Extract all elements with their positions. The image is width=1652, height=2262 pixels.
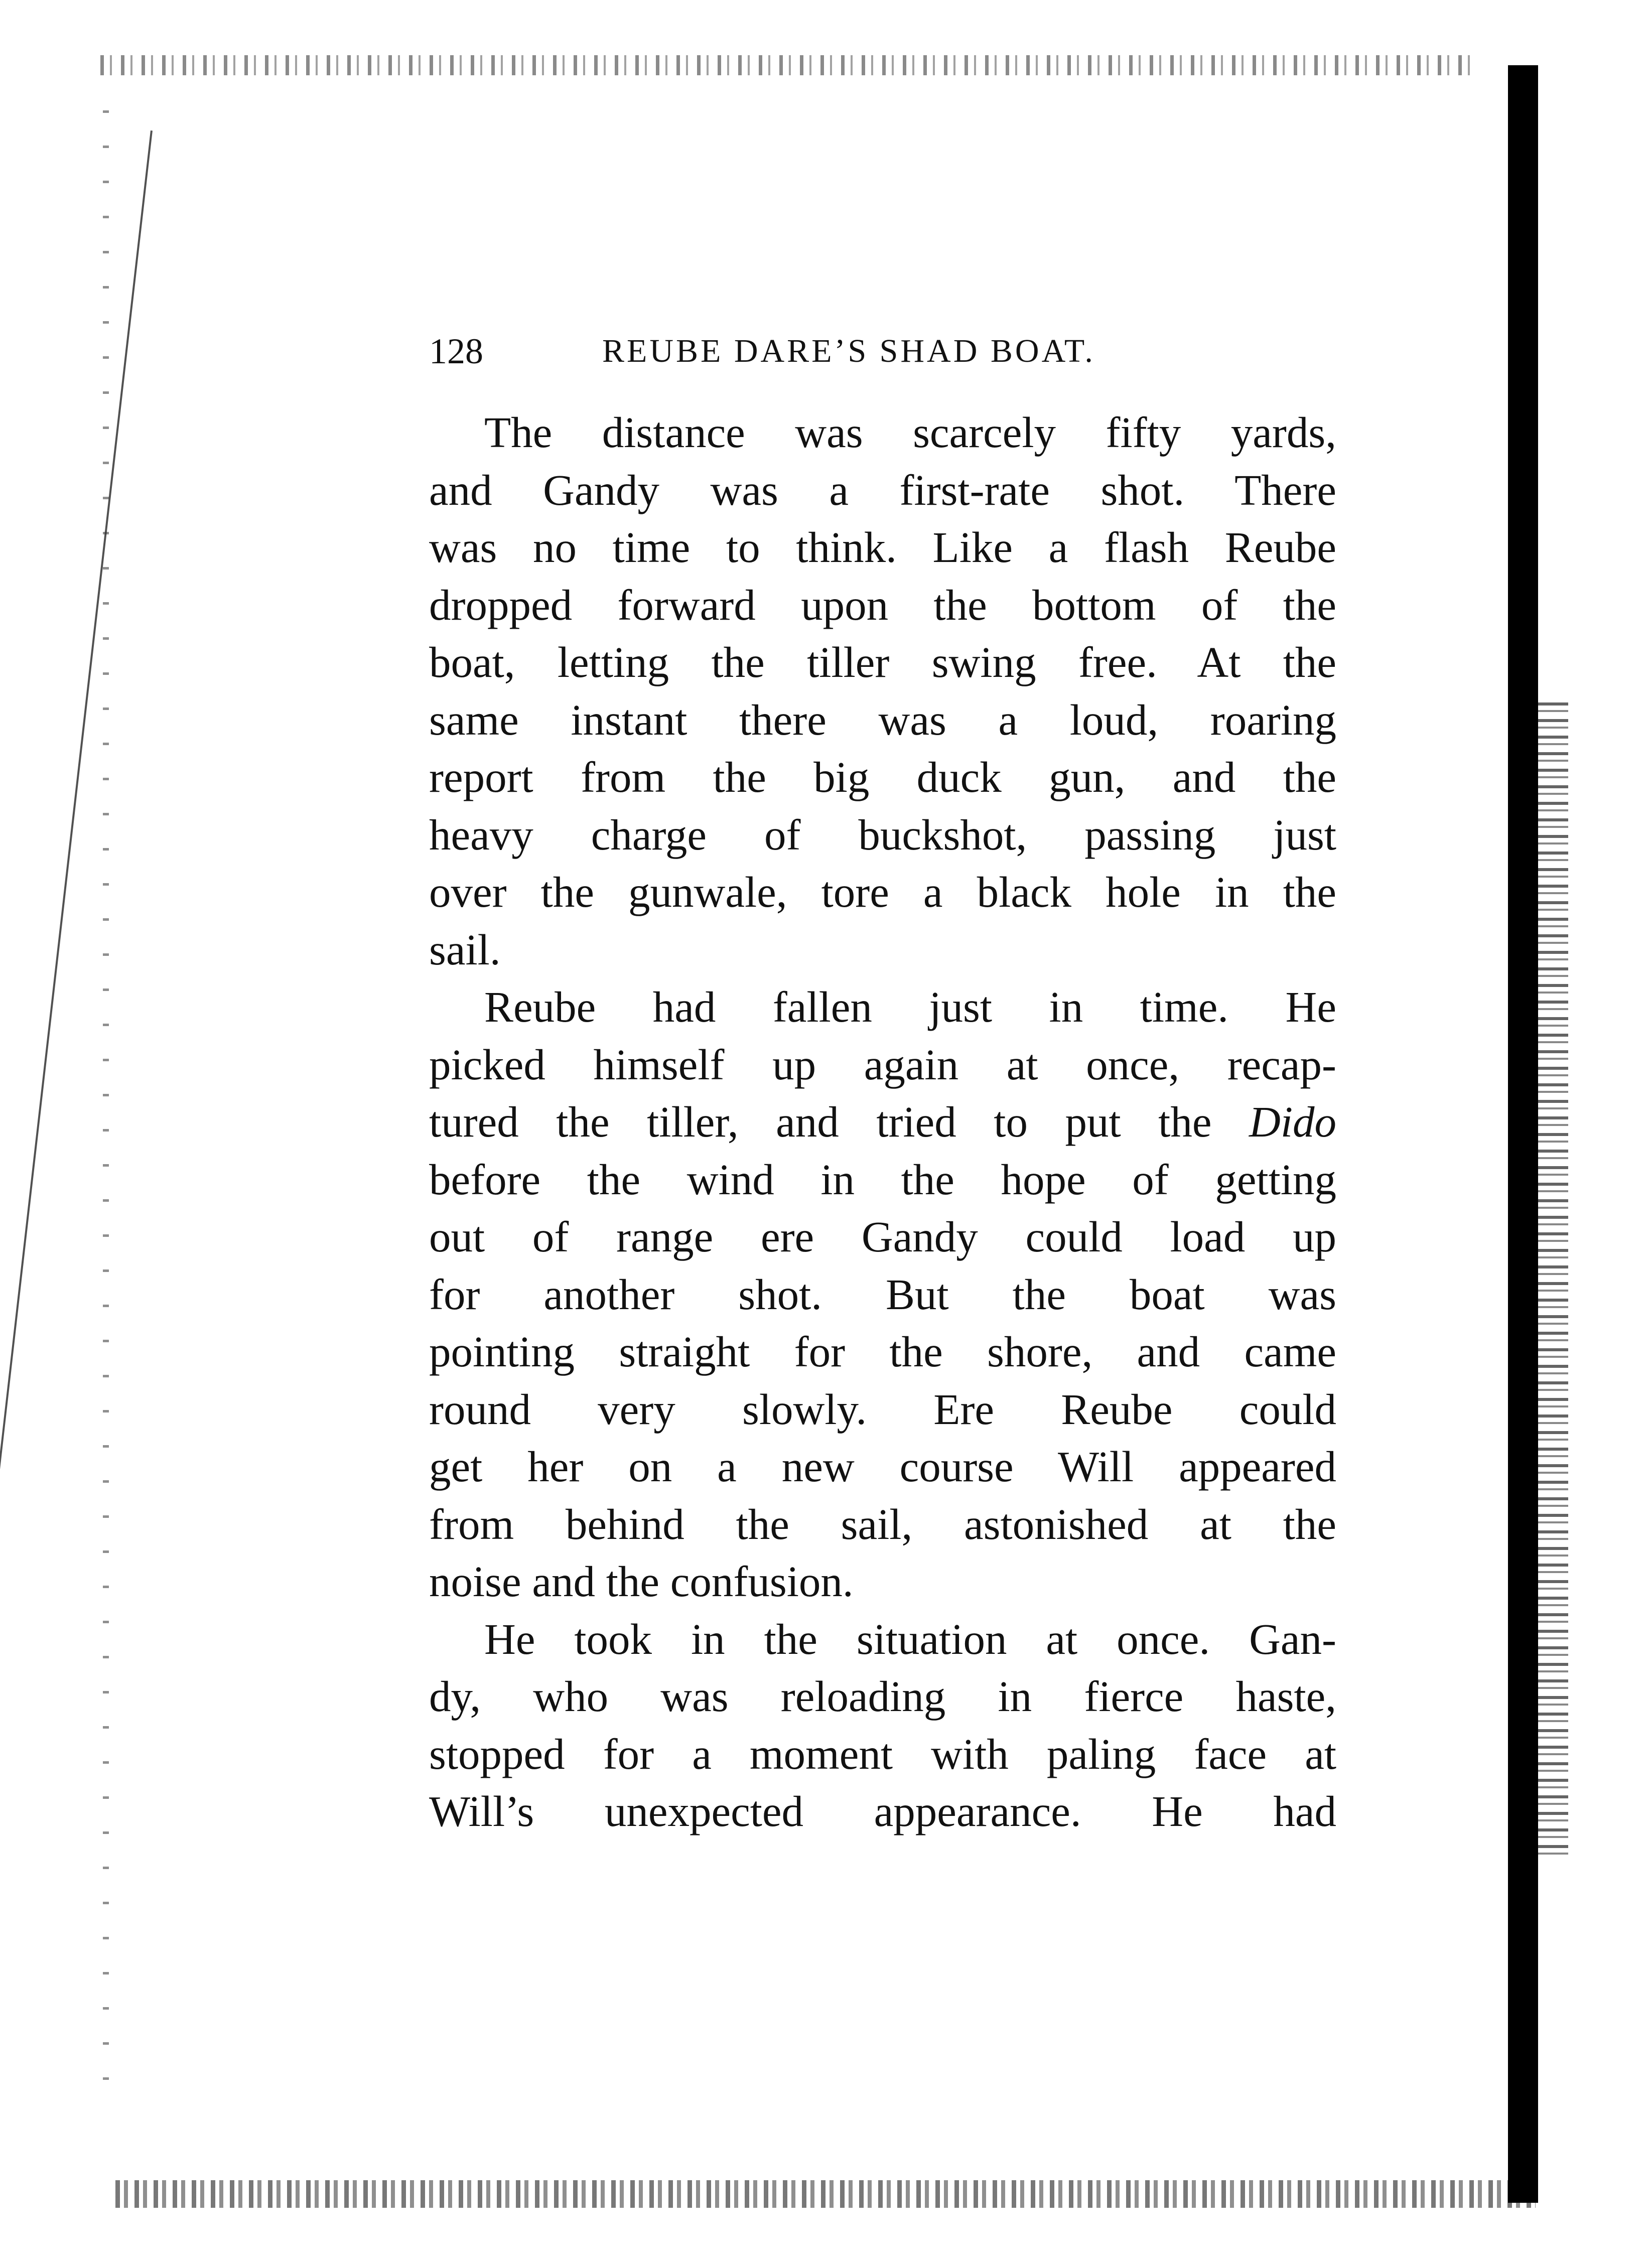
text-line: sail. (429, 925, 501, 974)
text-line: for another shot. But the boat was (429, 1269, 1336, 1319)
page-number: 128 (429, 331, 483, 371)
page-body (429, 404, 1336, 1841)
left-margin-speckle (103, 110, 109, 2092)
spine-noise-artifact (1538, 702, 1568, 1857)
text-line: Will’s unexpected appearance. He had (429, 1787, 1336, 1835)
ship-name-italic: Dido (1249, 1097, 1336, 1146)
text-line: dy, who was reloading in fierce haste, (429, 1672, 1336, 1721)
text-line: report from the big duck gun, and the (429, 753, 1336, 801)
text-line: same instant there was a loud, roaring (429, 695, 1336, 744)
text-line: The distance was scarcely fifty yards, (484, 408, 1336, 457)
scan-top-edge-artifact (100, 55, 1475, 75)
text-line: pointing straight for the shore, and came (429, 1327, 1336, 1376)
text-line: over the gunwale, tore a black hole in the (429, 868, 1336, 916)
text-line: stopped for a moment with paling face at (429, 1729, 1336, 1778)
book-spine-shadow (1508, 65, 1538, 2203)
running-head (429, 326, 1342, 376)
text-line: before the wind in the hope of getting (429, 1155, 1336, 1204)
text-line: boat, letting the tiller swing free. At the (429, 638, 1336, 686)
text-line: out of range ere Gandy could load up (429, 1212, 1336, 1261)
text-line: Reube had fallen just in time. He (484, 982, 1336, 1031)
text-line: was no time to think. Like a flash Reube (429, 523, 1336, 572)
text-line: get her on a new course Will appeared (429, 1442, 1336, 1491)
text-line: He took in the situation at once. Gan- (484, 1614, 1336, 1663)
running-title: REUBE DARE’S SHAD BOAT. (602, 333, 1095, 369)
scan-bottom-edge-artifact (115, 2180, 1536, 2208)
text-line: from behind the sail, astonished at the (429, 1499, 1336, 1548)
text-line-segment: tured the tiller, and tried to put the (429, 1097, 1249, 1146)
text-line: dropped forward upon the bottom of the (429, 580, 1336, 629)
left-margin-crease-line (0, 130, 153, 1601)
text-line: noise and the confusion. (429, 1557, 854, 1606)
text-line: picked himself up again at once, recap- (429, 1040, 1336, 1089)
text-line: and Gandy was a first-rate shot. There (429, 465, 1336, 514)
text-line: heavy charge of buckshot, passing just (429, 810, 1336, 859)
text-line (429, 1093, 1336, 1151)
text-line: round very slowly. Ere Reube could (429, 1384, 1336, 1434)
